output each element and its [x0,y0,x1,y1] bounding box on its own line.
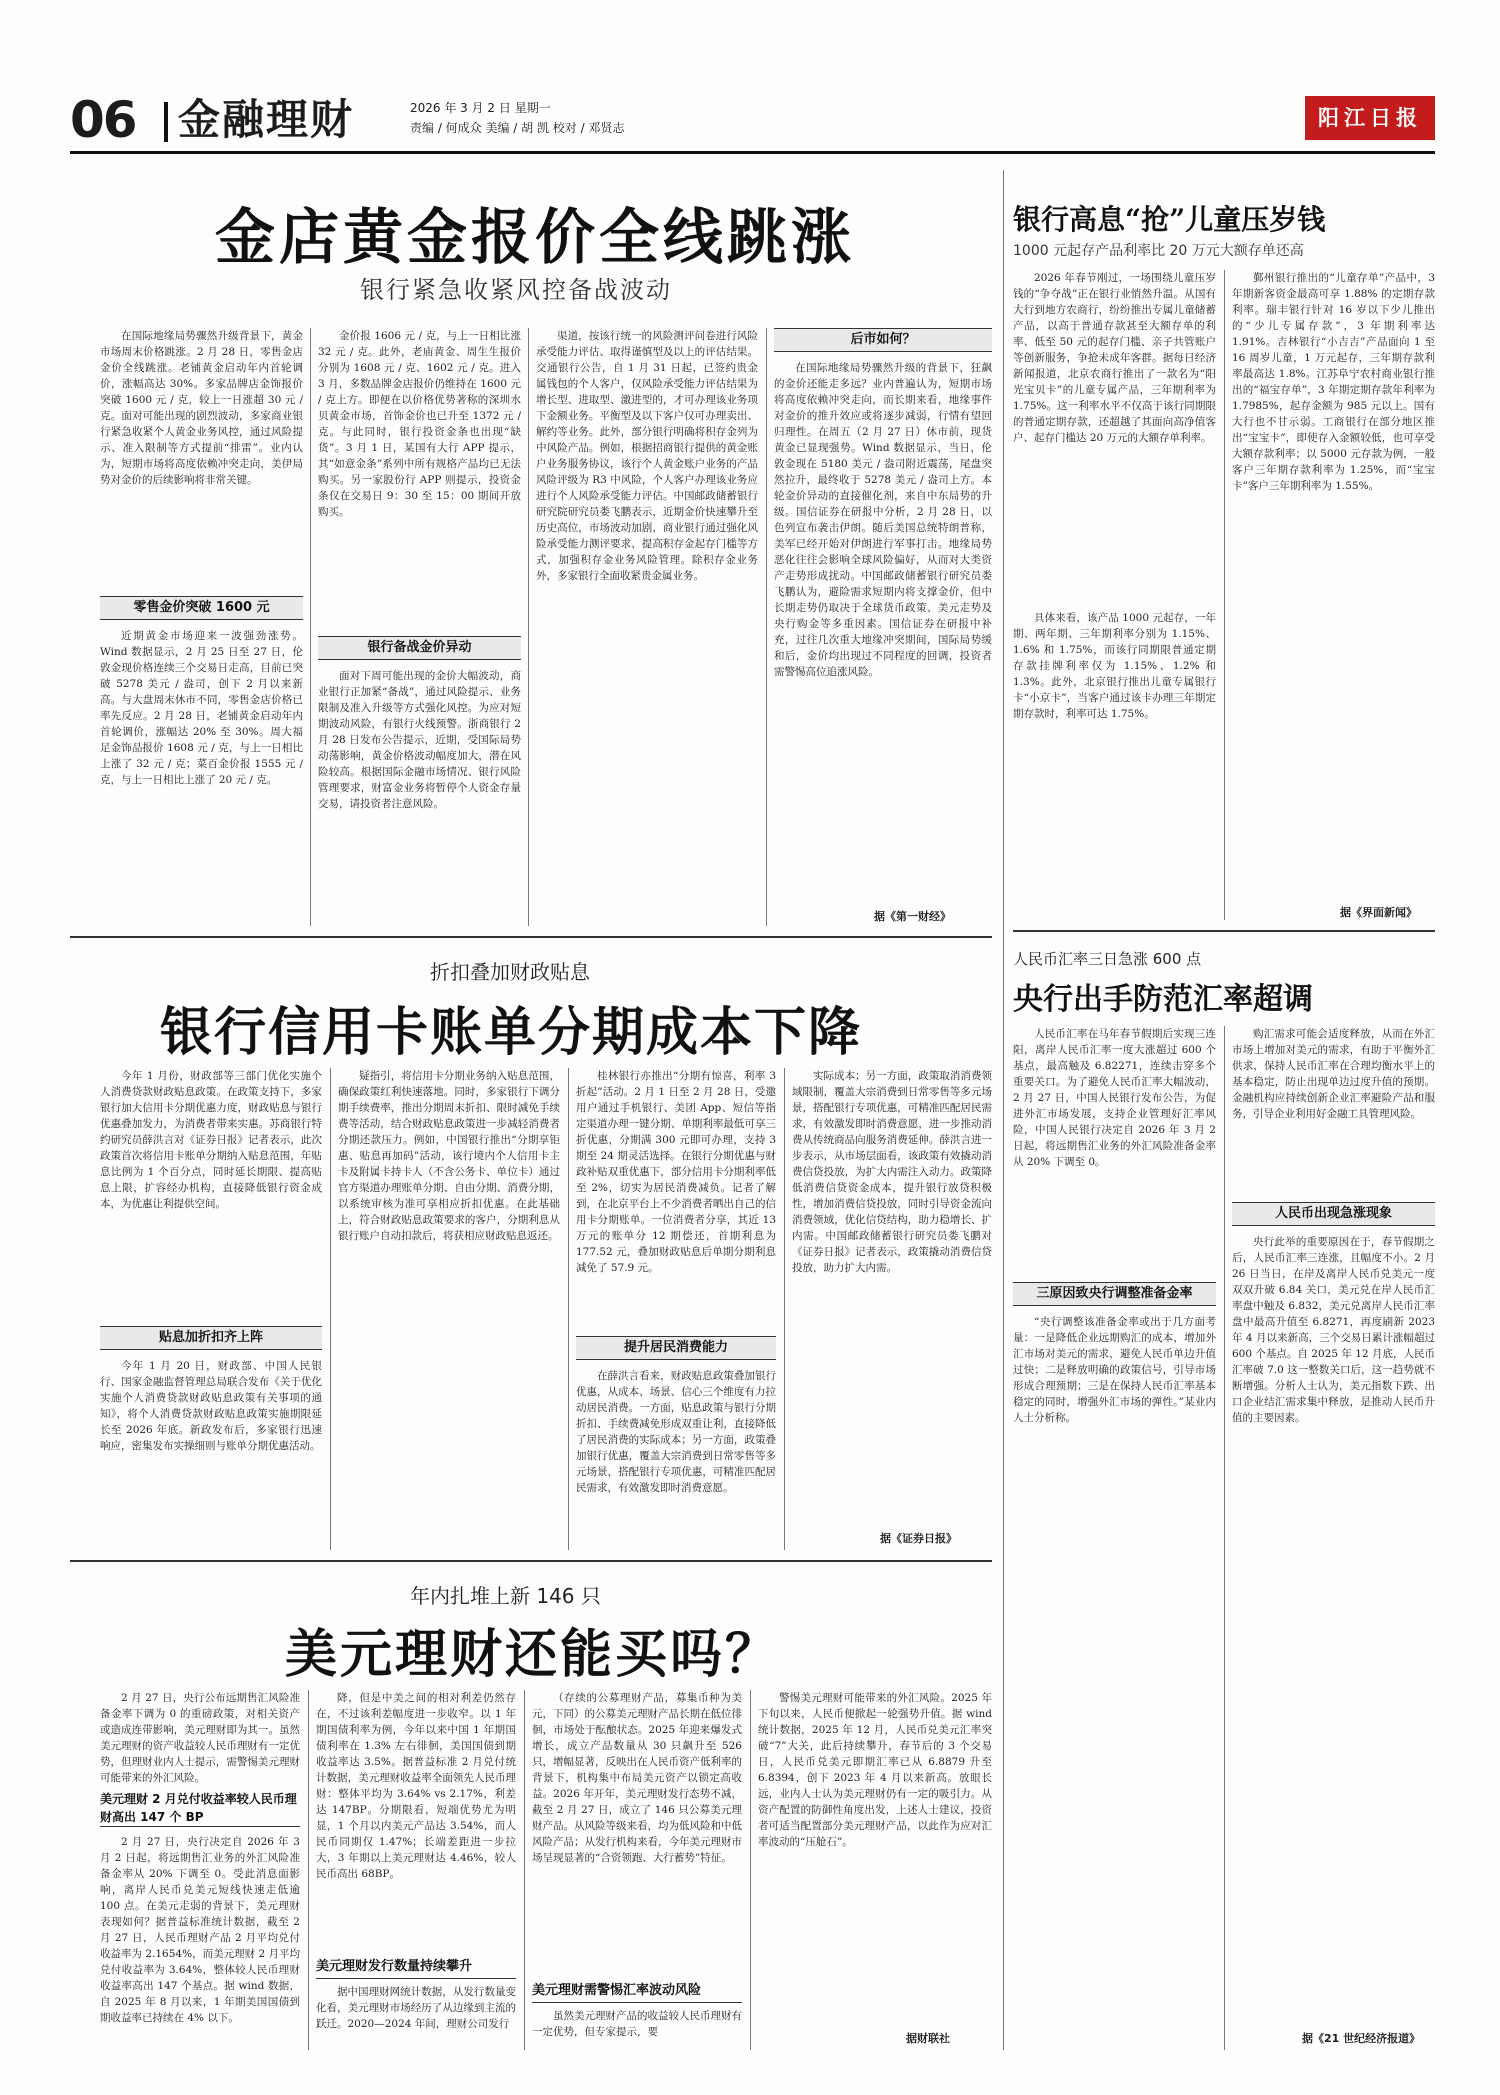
editor-credits: 责编 / 何成众 美编 / 胡 凯 校对 / 邓贤志 [410,121,625,135]
issue-date: 2026 年 3 月 2 日 星期一 [410,101,551,115]
usd-column-1: 2 月 27 日，央行公布远期售汇风险准备金率下调为 0 的重磅政策，对相关资产或造成连带影响，美元理财即为其一。虽然美元理财的资产收益较人民币理财有一定优势，但理财业内人士提示，需警惕美元理财可能带来的外汇风险。 [100,1692,300,1784]
gold-column-3: 渠道，按该行统一的风险测评问卷进行风险承受能力评估、取得谨慎型及以上的评估结果。交通银行公告，自 1 月 31 日起，已签约贵金属钱包的个人客户，仅风险承受能力评估结果为增长型、进取型、激进型的，才可办理该业务项下金额业务。平衡型及以下客户仅可办理卖出、解约等业务。此外，部分银行明确将积存金列为中风险产品。例如，根据招商银行提供的黄金账户业务服务协议，该行个人黄金账户业务的产品风险评级为 R3 中风险，个人客户办理该业务应进行个人风险承受能力评估。中国邮政储蓄银行研究院研究员娄飞鹏表示，近期金价快速攀升至历史高位，市场波动加剧，商业银行通过强化风险承受能力测评要求、提高积存金起存门槛等方式，加强积存金业务风险管理。除积存金业务外，多家银行全面收紧贵金属业务。 [536,330,758,582]
credit-section-bottom-rule [70,1560,992,1562]
gold-source: 据《第一财经》 [874,910,951,923]
usd-headline: 美元理财还能买吗？ [285,1624,781,1685]
gold-column-2b: 面对下周可能出现的金价大幅波动，商业银行正加紧“备战”，通过风险提示、业务限制及准入升级等方式强化风控。为应对短期波动风险，有银行火线预警。浙商银行 2 月 28 日发布公告提示，近期，受国际局势动荡影响，黄金价格波动幅度加大，潜在风险较高。根据国际金融市场情况、银行风险管理要求，财富金业务将暂停个人资金存量交易，请投资者注意风险。 [318,670,521,810]
fx-column-1: 人民币汇率在马年春节假期后实现三连阳，离岸人民币汇率一度大涨超过 600 个基点，最高触及 6.82271，连续击穿多个重要关口。为了避免人民币汇率大幅波动，2 月 27 日，中国人民银行发布公告，为促进外汇市场发展，支持企业管理好汇率风险，中国人民银行决定自 2026 年 3 月 2 日起，将远期售汇业务的外汇风险准备金率从 20% 下调至 0。 [1013,1028,1216,1168]
usd-subhead-fx-risk: 美元理财需警惕汇率波动风险 [532,1980,742,2003]
usd-column-2: 降，但是中美之间的相对利差仍然存在，不过该利差幅度进一步收窄。以 1 年期国债利率为例，今年以来中国 1 年期国债利率在 1.3% 左右徘徊，美国国债到期收益率达 3.5%。据普益标准 2 月兑付统计数据，美元理财收益率全面领先人民币理财：整体平均为 3.64% vs 2.17%，利差达 147BP。分期限看，短端优势尤为明显，1 个月以内美元产品达 3.54%，而人民币同期仅 1.47%；长端差距进一步拉大，3 年期以上美元理财达 4.46%，较人民币高出 68BP。 [316,1692,516,1880]
fx-headline: 央行出手防范汇率超调 [1013,982,1313,1017]
newspaper-logo: 阳江日报 [1305,96,1435,140]
usd-col-divider-2 [524,1690,525,2050]
usd-subhead-issuance: 美元理财发行数量持续攀升 [316,1956,516,1979]
fx-subhead-surge: 人民币出现急涨现象 [1232,1202,1435,1226]
gold-subhead-bank-prepare-bar: 银行备战金价异动 [318,636,521,660]
gold-headline: 金店黄金报价全线跳涨 [215,203,855,273]
page-number: 06 [70,91,136,149]
kids-column-1: 2026 年春节刚过，一场围绕儿童压岁钱的“争夺战”正在银行业悄然升温。从国有大行到地方农商行，纷纷推出专属儿童储蓄产品，以高于普通存款甚至大额存单的利率、低至 50 元的起存门槛、亲子共管账户等创新服务，争抢未成年客群。据每日经济新闻报道，北京农商行推出了一款名为“阳光宝贝卡”的儿童专属产品，三年期利率为 1.75%。这一利率水平不仅高于该行同期限的普通定期存款，还超越了其面向高净值客户、起存门槛达 20 万元的大额存单利率。 [1013,272,1216,444]
gold-section-bottom-rule [70,936,992,938]
main-column-divider [1003,170,1004,2050]
credit-kicker: 折扣叠加财政贴息 [430,960,590,984]
usd-column-4: 警惕美元理财可能带来的外汇风险。2025 年下旬以来，人民币便掀起一轮强势升值。据 wind 统计数据，2025 年 12 月，人民币兑美元汇率突破“7”大关，此后持续攀升，春节后的 3 个交易日，人民币兑美元即期汇率已从 6.8879 升至 6.8394，创下 2023 年 4 月以来新高。放眼长远，业内人士认为美元理财仍有一定的吸引力。从资产配置的防御性角度出发，上述人士建议，投资者可适当配置部分美元理财产品，以此作为应对汇率波动的“压舱石”。 [758,1692,992,1848]
credit-column-3: 桂林银行亦推出“分期有惊喜，利率 3 折起”活动。2 月 1 日至 2 月 28 日，受邀用户通过手机银行、美团 App、短信等指定渠道办理一键分期、单期利率最低可享三折优惠，分期满 300 元即可办理，支持 3 期至 24 期灵活选择。在银行分期优惠与财政补贴双重优惠下，部分信用卡分期利率低至 2%，切实为居民消费减负。记者了解到，在北京平台上不少消费者晒出自己的信用卡分期账单。一位消费者分享，其近 13 万元的账单分 12 期偿还，首期利息为 177.52 元，叠加财政贴息后单期分期利息减免了 57.9 元。 [576,1070,776,1274]
usd-column-3b: 虽然美元理财产品的收益较人民币理财有一定优势，但专家提示，要 [532,2010,742,2038]
fx-source: 据《21 世纪经济报道》 [1302,2032,1421,2045]
credit-subhead-subsidy: 贴息加折扣齐上阵 [100,1326,322,1350]
masthead-divider [164,102,168,142]
gold-column-4: 在国际地缘局势骤然升级的背景下，狂飙的金价还能走多远？业内普遍认为，短期市场将高度依赖冲突走向，而长期来看，地缘事件对金价的推升效应或将逐步减弱，行情有望回归理性。在周五（2 月 27 日）休市前，现货黄金已显现强势。Wind 数据显示，当日，伦敦金现在 5180 美元 / 盎司附近震荡，尾盘突然拉升，最终收于 5278 美元 / 盎司上方。本轮金价异动的直接催化剂，来自中东局势的升级。国信证券在研报中分析，2 月 28 日，以色列宣布袭击伊朗。随后美国总统特朗普称，美军已经开始对伊朗进行军事打击。地缘局势恶化往往会影响全球风险偏好，从而对大类资产走势形成扰动。中国邮政储蓄银行研究员娄飞鹏认为，避险需求短期内将支撑金价，但中长期走势仍取决于全球货币政策、美元走势及央行购金等多重因素。国信证券在研报中补充，过往几次重大地缘冲突期间，国际局势缓和后，金价均出现过不同程度的回调，投资者需警惕高位追涨风险。 [774,362,992,678]
fx-subhead-reasons: 三原因致央行调整准备金率 [1013,1282,1216,1306]
credit-source: 据《证券日报》 [880,1532,957,1545]
kids-column-1b: 具体来看，该产品 1000 元起存，一年期、两年期、三年期利率分别为 1.15%、1.6% 和 1.75%，而该行同期限普通定期存款挂牌利率仅为 1.15%、1.2% 和 1.3%。此外，北京银行推出儿童专属银行卡“小京卡”，当客户通过该卡办理三年期定期存款时，利率可达 1.75%。 [1013,612,1216,720]
gold-column-1: 在国际地缘局势骤然升级背景下，黄金市场周末价格跳涨。2 月 28 日，零售金店金价全线跳涨。老铺黄金启动年内首轮调价，涨幅高达 30%。多家品牌店金饰报价突破 1600 元 / 克，较上一日涨超 30 元 / 克。面对可能出现的剧烈波动，多家商业银行紧急收紧个人黄金业务风控，通过风险提示、准入限制等方式提前“排雷”。业内认为，短期市场将高度依赖冲突走向，美伊局势对金价的后续影响将非常关键。 [100,330,303,486]
usd-kicker: 年内扎堆上新 146 只 [410,1584,601,1608]
masthead [70,92,1435,154]
credit-column-1b: 今年 1 月 20 日，财政部、中国人民银行、国家金融监督管理总局联合发布《关于优化实施个人消费贷款财政贴息政策有关事项的通知》，将个人消费贷款财政贴息政策实施期限延长至 2026 年底。新政发布后，多家银行迅速响应，密集发布实操细则与账单分期优惠活动。 [100,1360,322,1452]
credit-col-divider-2 [568,1068,569,1550]
kids-section-bottom-rule [1013,930,1435,932]
fx-column-2b: 央行此举的重要原因在于，春节假期之后，人民币汇率三连涨，且幅度不小。2 月 26 日当日，在岸及离岸人民币兑美元一度双双升破 6.84 关口，美元兑在岸人民币汇率盘中触及 6.832，美元兑离岸人民币汇率盘中最高升值至 6.8271，再度刷新 2023 年 4 月以来新高，三个交易日累计涨幅超过 600 个基点。自 2025 年 12 月底，人民币汇率破 7.0 这一整数关口后，这一趋势就不断增强。分析人士认为，美元指数下跌、出口企业结汇需求集中释放，是推动人民币升值的主要因素。 [1232,1236,1435,1424]
gold-col-divider-2 [528,328,529,926]
usd-source: 据财联社 [906,2032,950,2045]
fx-column-2: 购汇需求可能会适度释放，从而在外汇市场上增加对美元的需求，有助于平衡外汇供求，保持人民币汇率在合理均衡水平上的基本稳定，防止出现单边过度升值的预期。金融机构应持续创新企业汇率避险产品和服务，引导企业利用好金融工具管理风险。 [1232,1028,1435,1120]
credit-column-3b: 在薛洪言看来，财政贴息政策叠加银行优惠，从成本、场景、信心三个维度有力拉动居民消费。一方面，贴息政策与银行分期折扣、手续费减免形成双重让利，直接降低了居民消费的实际成本；另一方面，政策叠加银行优惠，覆盖大宗消费到日常零售等多元场景，搭配银行专项优惠，可精准匹配居民需求，有效激发即时消费意愿。 [576,1370,776,1494]
usd-column-1b: 2 月 27 日，央行决定自 2026 年 3 月 2 日起，将远期售汇业务的外汇风险准备金率从 20% 下调至 0。受此消息面影响，离岸人民币兑美元短线快速走低逾 100 点。在美元走弱的背景下，美元理财表现如何？据普益标准统计数据，截至 2 月 27 日，人民币理财产品 2 月平均兑付收益率为 2.1654%，而美元理财 2 月平均兑付收益率为 3.64%，整体较人民币理财收益率高出 147 个基点。据 wind 数据，自 2025 年 8 月以来，1 年期美国国债到期收益率已持续在 4% 以下。 [100,1836,300,2024]
gold-subheadline: 银行紧急收紧风控备战波动 [360,276,672,304]
usd-subhead-yield: 美元理财 2 月兑付收益率较人民币理财高出 147 个 BP [100,1790,300,1827]
gold-col-divider-1 [310,328,311,926]
gold-subhead-retail-price: 零售金价突破 1600 元 [100,596,303,620]
credit-column-1: 今年 1 月份，财政部等三部门优化实施个人消费贷款财政贴息政策。在政策支持下，多家银行加大信用卡分期优惠力度，财政贴息与银行优惠叠加发力，为消费者带来实惠。苏商银行特约研究员薛洪言对《证券日报》记者表示，此次政策首次将信用卡账单分期纳入贴息范围，年贴息比例为 1 个百分点，同时延长期限、提高贴息上限，扩容经办机构，直接降低银行资金成本，为优惠让利提供空间。 [100,1070,322,1210]
gold-col-divider-3 [766,328,767,926]
usd-col-divider-1 [308,1690,309,2050]
credit-column-2: 疑指引，将信用卡分期业务纳入贴息范围，确保政策红利快速落地。同时，多家银行下调分期手续费率，推出分期周末折扣、限时减免手续费等活动，结合财政贴息政策进一步减轻消费者分期还款压力。例如，中国银行推出“分期享钜惠、贴息再加码”活动，该行境内个人信用卡主卡及附属卡持卡人（不含公务卡、单位卡）通过官方渠道办理账单分期、自由分期、消费分期，以系统审核为准可享相应折扣优惠。在此基础上，符合财政贴息政策要求的客户，分期利息从银行账户自动扣款后，将获相应财政贴息返还。 [338,1070,560,1242]
fx-col-divider [1224,1026,1225,2050]
usd-column-2b: 据中国理财网统计数据，从发行数量变化看，美元理财市场经历了从边缘到主流的跃迁。2020—2024 年间，理财公司发行 [316,1986,516,2030]
usd-col-divider-3 [750,1690,751,2050]
kids-subheadline: 1000 元起存产品利率比 20 万元大额存单还高 [1013,243,1304,259]
usd-column-3: （存续的公募理财产品，募集币种为美元，下同）的公募美元理财产品长期在低位徘徊，市场处于酝酿状态。2025 年迎来爆发式增长，成立产品数量从 30 只飙升至 526 只，增幅显著，反映出在人民币资产低利率的背景下，机构集中布局美元资产以锁定高收益。2026 年开年，美元理财发行态势不减，截至 2 月 27 日，成立了 146 只公募美元理财产品。从风险等级来看，均为低风险和中低风险产品；从发行机构来看，今年美元理财市场呈现显著的“合资领跑、大行蓄势”特征。 [532,1692,742,1864]
gold-subhead-outlook: 后市如何？ [774,328,992,352]
credit-subhead-consumption: 提升居民消费能力 [576,1336,776,1360]
gold-column-1b: 近期黄金市场迎来一波强劲涨势。Wind 数据显示，2 月 25 日至 27 日，伦敦金现价格连续三个交易日走高，目前已突破 5278 美元 / 盎司，创下 2 月以来新高。与大盘周末休市不同，零售金店价格已率先反应。2 月 28 日，老铺黄金启动年内首轮调价，涨幅达 20% 至 30%。周大福足金饰品报价 1608 元 / 克，与上一日相比上涨了 32 元 / 克；菜百金价报 1555 元 / 克，与上一日相比上涨了 20 元 / 克。 [100,630,303,786]
kids-headline: 银行高息“抢”儿童压岁钱 [1013,203,1326,236]
kids-source: 据《界面新闻》 [1340,906,1417,919]
fx-kicker: 人民币汇率三日急涨 600 点 [1013,950,1202,968]
credit-column-4: 实际成本；另一方面，政策取消消费领域限制，覆盖大宗消费到日常零售等多元场景，搭配银行专项优惠，可精准匹配居民需求，有效激发即时消费意愿，进一步推动消费从传统商品向服务消费延伸。薛洪言进一步表示，从市场层面看，该政策有效撬动消费信贷投放，为扩大内需注入动力。政策降低消费信贷资金成本，提升银行放贷积极性，增加消费信贷投放，同时引导资金流向消费领域，优化信贷结构，助力稳增长、扩内需。中国邮政储蓄银行研究员娄飞鹏对《证券日报》记者表示，政策撬动消费信贷投放，助力扩大内需。 [792,1070,992,1274]
section-title: 金融理财 [178,95,355,144]
fx-column-1b: “央行调整该准备金率或出于几方面考量：一是降低企业远期购汇的成本，增加外汇市场对美元的需求，避免人民币单边升值过快；二是释放明确的政策信号，引导市场形成合理预期；三是在保持人民币汇率基本稳定的同时，增强外汇市场的弹性。”某业内人士分析称。 [1013,1316,1216,1424]
credit-col-divider-1 [330,1068,331,1550]
kids-column-2: 鄞州银行推出的“儿童存单”产品中，3 年期新客资金最高可享 1.88% 的定期存款利率。瑞丰银行针对 16 岁以下少儿推出的“少儿专属存款”，3 年期利率达 1.91%。吉林银行“小吉吉”产品面向 1 至 16 周岁儿童，1 万元起存，三年期存款利率最高达 1.8%。江苏阜宁农村商业银行推出的“福宝存单”，3 年期定期存款年利率为 1.7985%，起存金额为 985 元以上。国有大行也不甘示弱。工商银行在部分地区推出“宝宝卡”，即使存入金额较低，也可享受大额存款利率；以 5000 元存款为例，一般客户三年期存款利率为 1.25%，而“宝宝卡”客户三年期利率为 1.55%。 [1232,272,1435,492]
credit-col-divider-3 [784,1068,785,1550]
gold-column-2: 金价报 1606 元 / 克，与上一日相比涨 32 元 / 克。此外，老庙黄金、周生生报价分别为 1608 元 / 克、1602 元 / 克。进入 3 月，多数品牌金店报价仍维持在 1600 元 / 克上方。即便在以价格优势著称的深圳水贝黄金市场，首饰金价也已升至 1372 元 / 克。与此同时，银行投资金条也出现“缺货”。3 月 1 日，某国有大行 APP 提示，其“如意金条”系列中所有规格产品均已无法购买。另一家股份行 APP 则提示，投资金条仅在交易日 9：30 至 15：00 期间开放购买。 [318,330,521,518]
credit-headline: 银行信用卡账单分期成本下降 [160,1002,863,1063]
kids-col-divider [1224,270,1225,920]
